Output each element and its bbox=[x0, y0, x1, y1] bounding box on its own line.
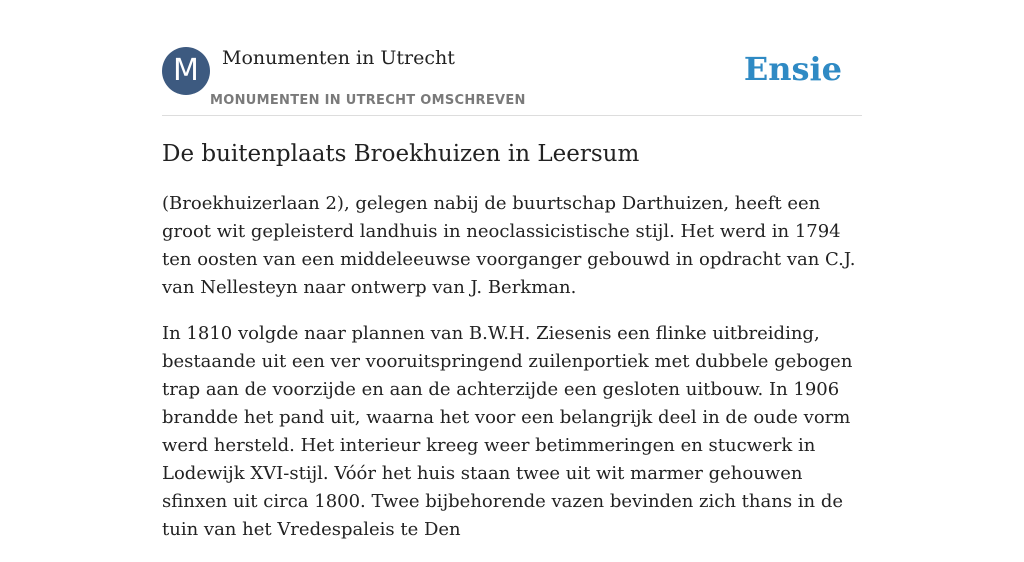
article-paragraph: (Broekhuizerlaan 2), gelegen nabij de buurtschap Darthuizen, heeft een groot wit gepleisterd landhuis in neoclassicistische stijl. Het werd in 1794 ten oosten van een middeleeuwse voorganger gebouwd in opdracht van C.J. van Nellesteyn naar ontwerp van J. Berkman. bbox=[162, 193, 856, 298]
site-title[interactable]: Monumenten in Utrecht bbox=[222, 47, 455, 69]
brand-logo[interactable]: Ensie bbox=[743, 50, 842, 88]
site-header bbox=[162, 46, 862, 116]
site-subtitle: MONUMENTEN IN UTRECHT OMSCHREVEN bbox=[210, 93, 526, 108]
header-divider bbox=[162, 115, 862, 116]
article-title: De buitenplaats Broekhuizen in Leersum bbox=[162, 141, 640, 167]
avatar[interactable]: M bbox=[162, 47, 210, 95]
article-paragraph: In 1810 volgde naar plannen van B.W.H. Ziesenis een flinke uitbreiding, bestaande uit een ver vooruitspringend zuilenportiek met dubbele gebogen trap aan de voorzijde en aan de achterzijde een gesloten uitbouw. In 1906 brandde het pand uit, waarna het voor een belangrijk deel in de oude vorm werd hersteld. Het interieur kreeg weer betimmeringen en stucwerk in Lodewijk XVI-stijl. Vóór het huis staan twee uit wit marmer gehouwen sfinxen uit circa 1800. Twee bijbehorende vazen bevinden zich thans in de tuin van het Vredespaleis te Den bbox=[162, 323, 853, 540]
article bbox=[162, 138, 864, 562]
